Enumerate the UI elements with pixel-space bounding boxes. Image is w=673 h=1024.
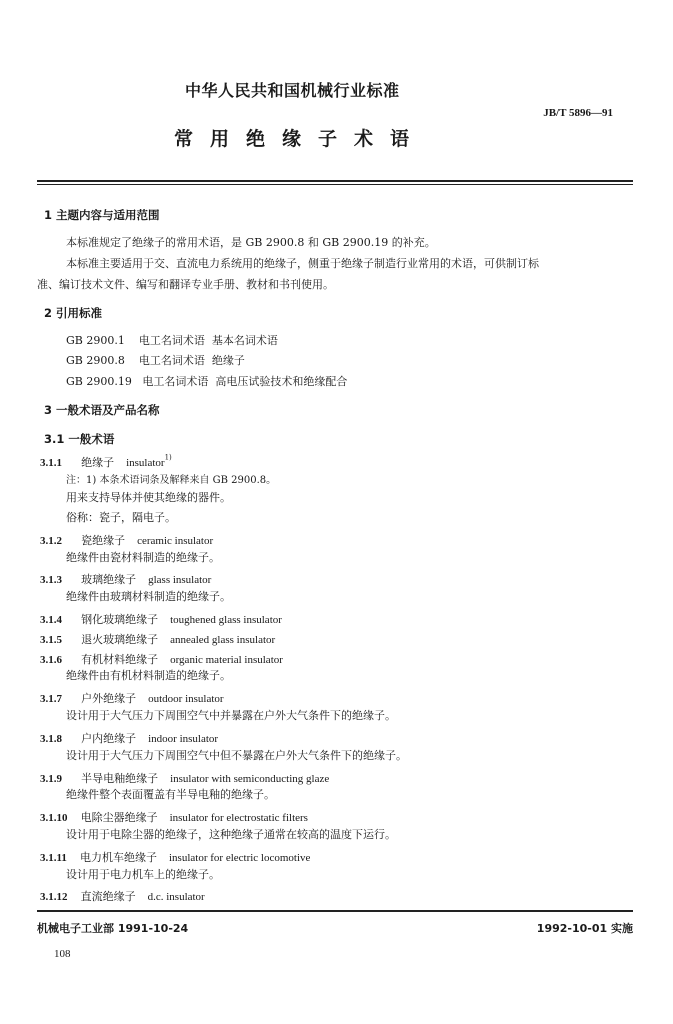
term-english: glass insulator <box>148 574 212 586</box>
term-definition: 绝缘件由瓷材料制造的绝缘子。 <box>66 551 220 564</box>
header-rule-bottom <box>37 184 633 185</box>
term-definition: 设计用于电力机车上的绝缘子。 <box>66 868 220 881</box>
term-number: 3.1.3 <box>40 574 62 586</box>
term-entry <box>40 806 308 825</box>
section-1-paragraph-2b: 准、编订技术文件、编写和翻译专业手册、教材和书刊使用。 <box>37 278 334 291</box>
section-1-paragraph-1: 本标准规定了绝缘子的常用术语，是 GB 2900.8 和 GB 2900.19 的补充。 <box>66 236 436 249</box>
term-number: 3.1.7 <box>40 693 62 705</box>
term-english: insulator <box>126 457 165 469</box>
term-chinese: 退火玻璃绝缘子 <box>81 633 159 646</box>
term-number: 3.1.2 <box>40 535 62 547</box>
section-3-heading: 3 一般术语及产品名称 <box>44 403 160 417</box>
section-1-paragraph-2a: 本标准主要适用于交、直流电力系统用的绝缘子，侧重于绝缘子制造行业常用的术语，可供制订标 <box>66 257 539 270</box>
page-number: 108 <box>54 948 71 960</box>
section-1-heading: 1 主题内容与适用范围 <box>44 208 160 222</box>
term-entry <box>40 608 282 627</box>
section-2-heading: 2 引用标准 <box>44 306 103 320</box>
term-entry <box>40 767 329 786</box>
footer-rule <box>37 910 633 912</box>
term-number: 3.1.6 <box>40 654 62 666</box>
term-english: insulator for electrostatic filters <box>169 812 308 824</box>
term-definition: 设计用于大气压力下周围空气中并暴露在户外大气条件下的绝缘子。 <box>66 709 396 722</box>
term-entry <box>40 687 224 706</box>
term-entry <box>40 648 283 667</box>
term-note: 注：1) 本条术语词条及解释来自 GB 2900.8。 <box>66 475 277 486</box>
term-number: 3.1.10 <box>40 812 68 824</box>
term-number: 3.1.11 <box>40 852 67 864</box>
subsection-3-1-heading: 3.1 一般术语 <box>44 432 115 446</box>
term-entry <box>40 568 211 587</box>
term-english: insulator for electric locomotive <box>169 852 311 864</box>
term-number: 3.1.8 <box>40 733 62 745</box>
term-chinese: 有机材料绝缘子 <box>81 653 159 666</box>
term-definition: 绝缘件整个表面覆盖有半导电釉的绝缘子。 <box>66 788 275 801</box>
term-chinese: 电力机车绝缘子 <box>80 851 157 864</box>
footnote-marker: 1) <box>164 453 172 462</box>
term-definition: 绝缘件由玻璃材料制造的绝缘子。 <box>66 590 231 603</box>
term-english: organic material insulator <box>170 654 283 666</box>
term-english: annealed glass insulator <box>170 634 276 646</box>
term-entry <box>40 846 310 865</box>
reference-item: GB 2900.8 电工名词术语 绝缘子 <box>66 354 245 367</box>
term-number: 3.1.9 <box>40 773 62 785</box>
term-entry <box>40 529 213 548</box>
term-english: insulator with semiconducting glaze <box>170 773 330 785</box>
term-chinese: 户外绝缘子 <box>81 692 137 705</box>
term-english: outdoor insulator <box>148 693 224 705</box>
standard-code: JB/T 5896—91 <box>543 107 613 119</box>
term-entry <box>40 727 218 746</box>
term-chinese: 瓷绝缘子 <box>81 534 126 547</box>
effective-date: 1992-10-01 实施 <box>536 922 633 935</box>
term-definition: 绝缘件由有机材料制造的绝缘子。 <box>66 669 231 682</box>
reference-item: GB 2900.1 电工名词术语 基本名词术语 <box>66 334 278 347</box>
term-entry <box>40 628 275 647</box>
approval-date: 机械电子工业部 1991-10-24 <box>37 922 189 935</box>
term-chinese: 电除尘器绝缘子 <box>80 811 158 824</box>
document-title: 常用绝缘子术语 <box>174 128 427 150</box>
term-definition: 俗称：瓷子，隔电子。 <box>66 511 176 524</box>
header-rule-top <box>37 180 633 182</box>
term-number: 3.1.5 <box>40 634 62 646</box>
term-chinese: 户内绝缘子 <box>81 732 137 745</box>
term-number: 3.1.1 <box>40 457 62 469</box>
standard-org-title: 中华人民共和国机械行业标准 <box>185 81 400 100</box>
term-definition: 设计用于大气压力下周围空气中但不暴露在户外大气条件下的绝缘子。 <box>66 749 407 762</box>
term-chinese: 玻璃绝缘子 <box>81 573 137 586</box>
term-chinese: 直流绝缘子 <box>80 890 136 903</box>
term-definition: 用来支持导体并使其绝缘的器件。 <box>66 491 231 504</box>
term-chinese: 钢化玻璃绝缘子 <box>81 613 159 626</box>
term-number: 3.1.12 <box>40 891 68 903</box>
term-english: indoor insulator <box>148 733 219 745</box>
term-entry <box>40 451 172 470</box>
term-chinese: 半导电釉绝缘子 <box>81 772 159 785</box>
term-definition: 设计用于电除尘器的绝缘子，这种绝缘子通常在较高的温度下运行。 <box>66 828 396 841</box>
term-chinese: 绝缘子 <box>81 456 115 469</box>
term-number: 3.1.4 <box>40 614 62 626</box>
term-english: toughened glass insulator <box>170 614 282 626</box>
term-english: ceramic insulator <box>137 535 214 547</box>
reference-item: GB 2900.19 电工名词术语 高电压试验技术和绝缘配合 <box>66 375 348 388</box>
term-entry <box>40 885 205 904</box>
term-english: d.c. insulator <box>147 891 205 903</box>
